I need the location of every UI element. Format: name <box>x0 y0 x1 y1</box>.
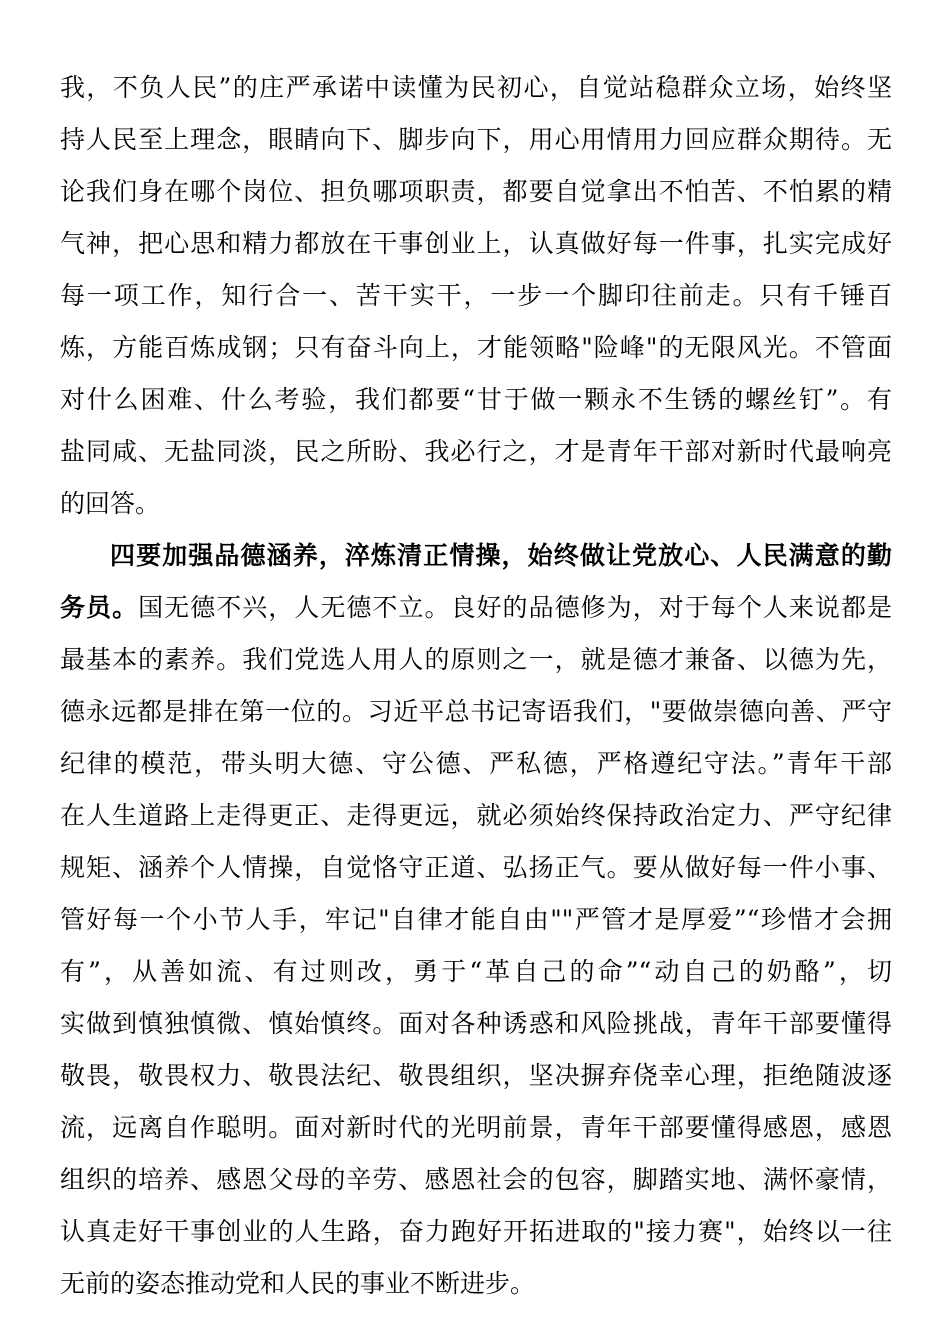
section-heading: 四要加强品德涵养，淬炼清正情操，始终做让党放心、人民满意的勤 <box>110 541 892 570</box>
section-heading-end: 务员。 <box>60 593 139 622</box>
text-line: 实做到慎独慎微、慎始慎终。面对各种诱惑和风险挑战，青年干部要懂得 <box>60 1009 892 1038</box>
text-line: 论我们身在哪个岗位、担负哪项职责，都要自觉拿出不怕苦、不怕累的精 <box>60 177 892 206</box>
text-line: 组织的培养、感恩父母的辛劳、感恩社会的包容，脚踏实地、满怀豪情， <box>60 1165 892 1194</box>
document-page <box>60 62 892 1310</box>
paragraph-1 <box>60 62 892 530</box>
text-line: 的回答。 <box>60 489 161 518</box>
text-line: 气神，把心思和精力都放在干事创业上，认真做好每一件事，扎实完成好 <box>60 229 892 258</box>
text-line: 规矩、涵养个人情操，自觉恪守正道、弘扬正气。要从做好每一件小事、 <box>60 853 892 882</box>
text-line: 持人民至上理念，眼睛向下、脚步向下，用心用情用力回应群众期待。无 <box>60 125 892 154</box>
text-line: 纪律的模范，带头明大德、守公德、严私德，严格遵纪守法。”青年干部 <box>60 749 892 778</box>
text-line: 流，远离自作聪明。面对新时代的光明前景，青年干部要懂得感恩，感恩 <box>60 1113 892 1142</box>
text-line: 认真走好干事创业的人生路，奋力跑好开拓进取的"接力赛"，始终以一往 <box>60 1217 892 1246</box>
text-line: 敬畏，敬畏权力、敬畏法纪、敬畏组织，坚决摒弃侥幸心理，拒绝随波逐 <box>60 1061 892 1090</box>
text-line: 有”，从善如流、有过则改，勇于“革自己的命”“动自己的奶酪”，切 <box>60 957 892 986</box>
paragraph-2 <box>60 530 892 1310</box>
text-line: 每一项工作，知行合一、苦干实干，一步一个脚印往前走。只有千锤百 <box>60 281 892 310</box>
text-line: 德永远都是排在第一位的。习近平总书记寄语我们，"要做崇德向善、严守 <box>60 697 892 726</box>
text-segment: 国无德不兴，人无德不立。良好的品德修为，对于每个人来说都是 <box>138 593 892 622</box>
text-line: 管好每一个小节人手，牢记"自律才能自由""严管才是厚爱”“珍惜才会拥 <box>60 905 892 934</box>
text-line: 盐同咸、无盐同淡，民之所盼、我必行之，才是青年干部对新时代最响亮 <box>60 437 892 466</box>
text-line: 最基本的素养。我们党选人用人的原则之一，就是德才兼备、以德为先， <box>60 645 892 674</box>
text-line: 对什么困难、什么考验，我们都要“甘于做一颗永不生锈的螺丝钉”。有 <box>60 385 892 414</box>
text-line: 我，不负人民”的庄严承诺中读懂为民初心，自觉站稳群众立场，始终坚 <box>60 73 892 102</box>
text-line: 在人生道路上走得更正、走得更远，就必须始终保持政治定力、严守纪律 <box>60 801 892 830</box>
text-line <box>60 582 892 634</box>
text-line: 无前的姿态推动党和人民的事业不断进步。 <box>60 1269 536 1298</box>
text-line: 炼，方能百炼成钢；只有奋斗向上，才能领略"险峰"的无限风光。不管面 <box>60 333 892 362</box>
